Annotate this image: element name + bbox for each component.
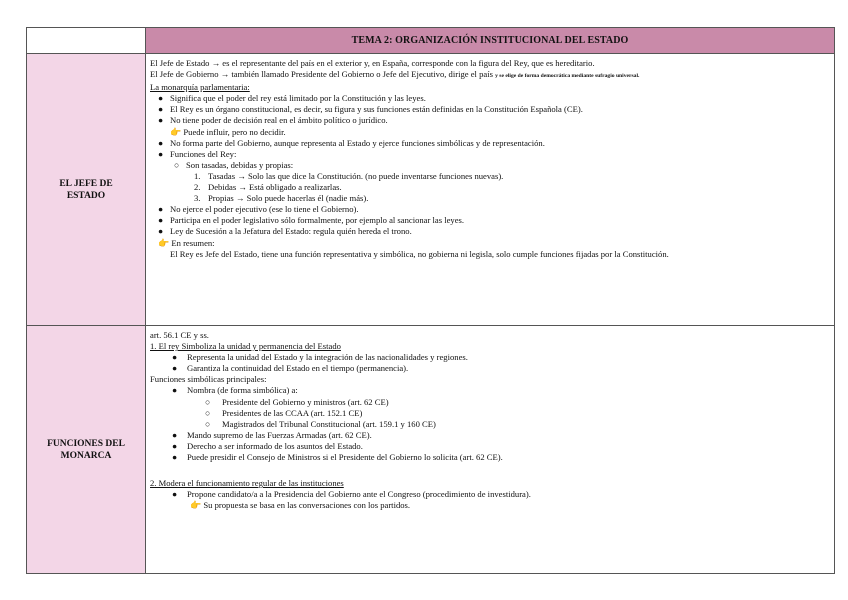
paragraph: Funciones simbólicas principales:	[150, 374, 267, 385]
list-item: ● Garantiza la continuidad del Estado en el tiempo (permanencia).	[172, 363, 409, 374]
row-label-jefe-estado	[27, 54, 146, 326]
list-item: ● Mando supremo de las Fuerzas Armadas (art. 62 CE).	[172, 429, 372, 440]
bullet-icon: ●	[158, 137, 164, 148]
circle-bullet-icon: ○	[205, 396, 211, 407]
bullet-icon: ●	[172, 440, 178, 451]
bullet-icon: ●	[172, 489, 178, 500]
list-item: ● Significa que el poder del rey está limitado por la Constitución y las leyes.	[158, 93, 426, 104]
page-title: TEMA 2: ORGANIZACIÓN INSTITUCIONAL DEL ESTADO	[146, 28, 835, 54]
bullet-icon: ●	[172, 385, 178, 396]
note: 👉 Su propuesta se basa en las conversaciones con los partidos.	[190, 500, 411, 511]
list-item: ● No tiene poder de decisión real en el ámbito político o jurídico.	[158, 115, 388, 126]
label-line: ESTADO	[66, 190, 106, 201]
paragraph: art. 56.1 CE y ss.	[150, 330, 209, 340]
paragraph: El Jefe de Estado → es el representante del país en el exterior y, en España, corresponde con la figura del Rey, que es hereditario.	[150, 58, 595, 68]
list-item: ● Ley de Sucesión a la Jefatura del Estado: regula quién hereda el trono.	[158, 226, 412, 237]
circle-bullet-icon: ○	[205, 418, 211, 429]
list-item: 3. Propias → Solo puede hacerlas él (nadie más).	[194, 193, 369, 204]
pointing-hand-icon: 👉	[158, 237, 170, 248]
header-blank-cell	[27, 28, 146, 54]
list-item: ○ Magistrados del Tribunal Constitucional (art. 159.1 y 160 CE)	[205, 418, 436, 429]
bullet-icon: ●	[158, 215, 164, 226]
bullet-icon: ●	[158, 93, 164, 104]
list-item: ● No forma parte del Gobierno, aunque representa al Estado y ejerce funciones simbólicas y de representación.	[158, 137, 545, 148]
subheading: La monarquía parlamentaria:	[150, 82, 250, 93]
list-item: 1. Tasadas → Solo las que dice la Constitución. (no puede inventarse funciones nuevas).	[194, 170, 504, 181]
list-item: ○ Presidentes de las CCAA (art. 152.1 CE)	[205, 407, 363, 418]
list-item: ● Representa la unidad del Estado y la integración de las nacionalidades y regiones.	[172, 352, 468, 363]
row-label-funciones-monarca	[27, 326, 146, 574]
bullet-icon: ●	[158, 104, 164, 115]
list-item: ● Puede presidir el Consejo de Ministros si el Presidente del Gobierno lo solicita (art. 62 CE).	[172, 452, 503, 463]
bullet-icon: ●	[158, 204, 164, 215]
list-item: ● Derecho a ser informado de los asuntos del Estado.	[172, 440, 363, 451]
jefe-estado-content	[146, 54, 835, 326]
bullet-icon: ●	[172, 429, 178, 440]
label-line: FUNCIONES DEL	[47, 438, 125, 449]
list-item: ● El Rey es un órgano constitucional, es decir, su figura y sus funciones están definidas en la Constitución Española (CE).	[158, 104, 583, 115]
summary-text: El Rey es Jefe del Estado, tiene una función representativa y simbólica, no gobierna ni legisla, solo cumple funciones fijadas por la Constitución.	[170, 248, 669, 259]
paragraph-text: El Jefe de Gobierno → también llamado Presidente del Gobierno o Jefe del Ejecutivo, dirige el país	[150, 69, 493, 80]
bullet-icon: ●	[158, 148, 164, 159]
list-item: ● No ejerce el poder ejecutivo (ese lo tiene el Gobierno).	[158, 204, 359, 215]
bullet-icon: ●	[172, 452, 178, 463]
document-table	[26, 27, 835, 574]
list-item: ○ Presidente del Gobierno y ministros (art. 62 CE)	[205, 396, 389, 407]
bullet-icon: ●	[158, 115, 164, 126]
circle-bullet-icon: ○	[174, 159, 180, 170]
bullet-icon: ●	[172, 352, 178, 363]
bullet-icon: ●	[158, 226, 164, 237]
subheading: 2. Modera el funcionamiento regular de las instituciones	[150, 478, 344, 489]
list-item: ● Funciones del Rey:	[158, 148, 237, 159]
note: 👉 Puede influir, pero no decidir.	[170, 126, 286, 137]
funciones-monarca-content	[146, 326, 835, 574]
summary-label: 👉 En resumen:	[158, 237, 215, 248]
circle-bullet-icon: ○	[205, 407, 211, 418]
subheading: 1. El rey Simboliza la unidad y permanencia del Estado	[150, 341, 341, 352]
small-note: y se elige de forma democrática mediante sufragio universal.	[495, 73, 640, 80]
pointing-hand-icon: 👉	[190, 500, 202, 511]
label-line: MONARCA	[60, 450, 112, 461]
paragraph	[150, 69, 830, 82]
list-item: ● Nombra (de forma simbólica) a:	[172, 385, 298, 396]
list-item: ○ Son tasadas, debidas y propias:	[174, 159, 294, 170]
list-item: ● Participa en el poder legislativo sólo formalmente, por ejemplo al sancionar las leyes.	[158, 215, 465, 226]
bullet-icon: ●	[172, 363, 178, 374]
list-item: ● Propone candidato/a a la Presidencia del Gobierno ante el Congreso (procedimiento de investidura).	[172, 489, 531, 500]
pointing-hand-icon: 👉	[170, 126, 182, 137]
list-item: 2. Debidas → Está obligado a realizarlas.	[194, 182, 342, 193]
label-line: EL JEFE DE	[59, 178, 113, 189]
